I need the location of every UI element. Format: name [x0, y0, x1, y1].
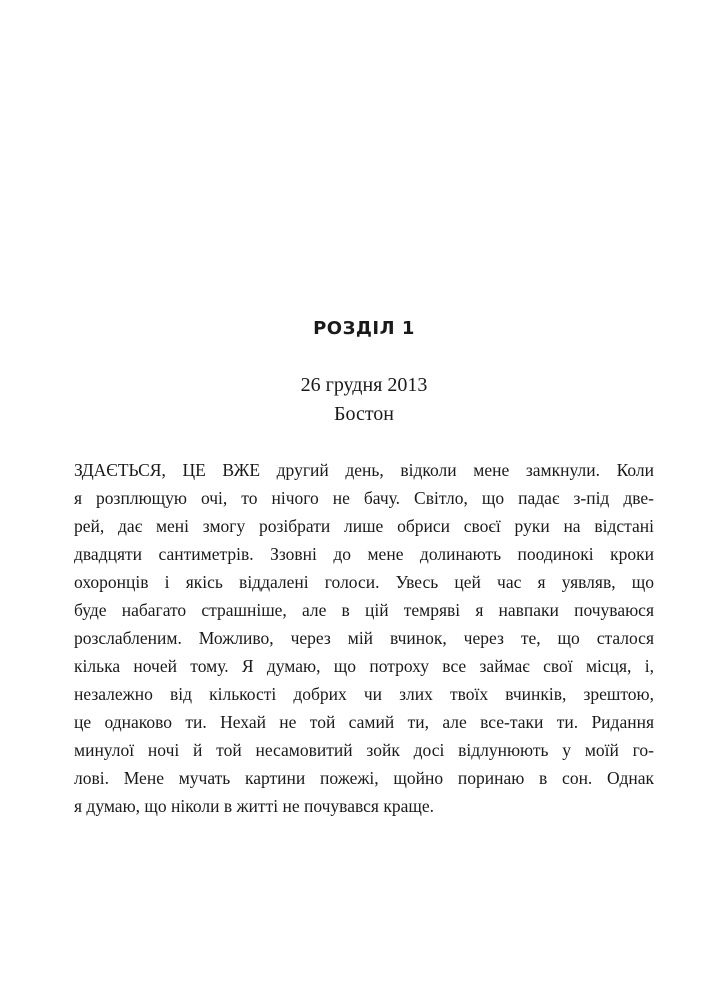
text-line: рей, дає мені змогу розібрати лише обриси своєї руки на відстані — [74, 516, 654, 536]
chapter-place: Бостон — [333, 403, 395, 425]
text-line: минулої ночі й той несамовитий зойк досі відлунюють у моїй го- — [74, 740, 654, 760]
text-line: буде набагато страшніше, але в цій темряві я навпаки почуваюся — [74, 600, 654, 620]
text-line: розслабленим. Можливо, через мій вчинок, через те, що сталося — [74, 628, 654, 648]
text-line: охоронців і якісь віддалені голоси. Увесь цей час я уявляв, що — [74, 572, 654, 592]
chapter-date: 26 грудня 2013 — [300, 374, 428, 396]
text-line: двадцяти сантиметрів. Ззовні до мене долинають поодинокі кроки — [74, 544, 654, 564]
text-line: ЗДАЄТЬСЯ, ЦЕ ВЖЕ другий день, відколи мене замкнули. Коли — [74, 460, 654, 480]
body-paragraph — [74, 456, 654, 820]
text-line: це однаково ти. Нехай не той самий ти, але все-таки ти. Ридання — [74, 712, 654, 732]
text-line: кілька ночей тому. Я думаю, що потроху все займає свої місця, і, — [74, 656, 654, 676]
text-line: я розплющую очі, то нічого не бачу. Світло, що падає з-під две- — [74, 488, 654, 508]
text-line: лові. Мене мучать картини пожежі, щойно поринаю в сон. Однак — [74, 768, 654, 788]
text-line: я думаю, що ніколи в житті не почувався краще. — [74, 796, 434, 816]
chapter-title: РОЗДІЛ 1 — [313, 318, 415, 339]
text-line: незалежно від кількості добрих чи злих твоїх вчинків, зрештою, — [74, 684, 654, 704]
